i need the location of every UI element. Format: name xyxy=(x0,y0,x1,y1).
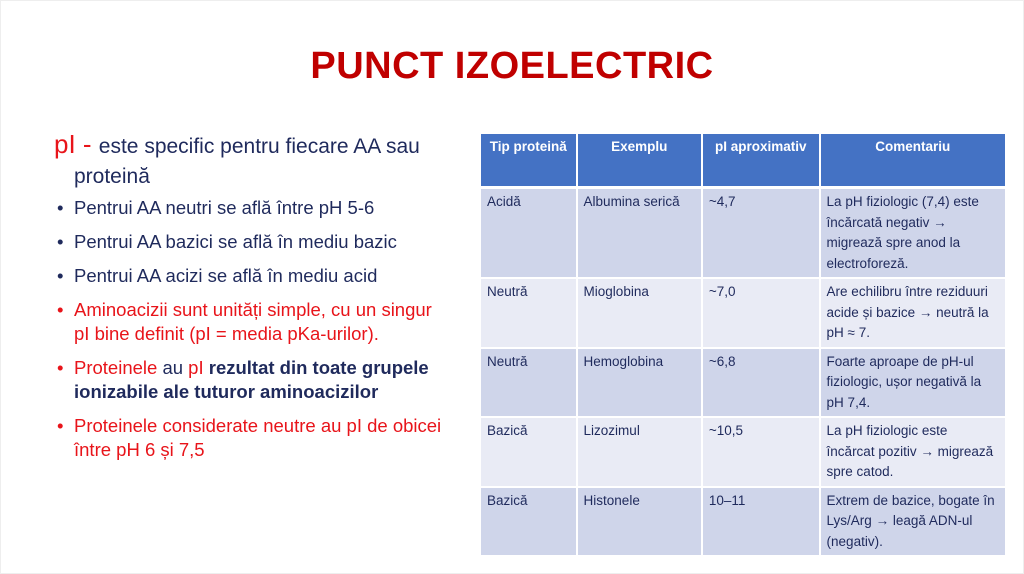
cell-type: Bazică xyxy=(480,487,577,557)
cell-type: Bazică xyxy=(480,417,577,487)
bullet-text-au: au xyxy=(157,357,189,378)
cell-example: Albumina serică xyxy=(577,188,702,279)
cell-example: Histonele xyxy=(577,487,702,557)
cell-pi: ~6,8 xyxy=(702,348,820,418)
cell-example: Hemoglobina xyxy=(577,348,702,418)
cell-comment: Foarte aproape de pH-ul fiziologic, ușor negativă la pH 7,4. xyxy=(820,348,1006,418)
bullet-icon: • xyxy=(57,265,64,286)
slide-title: PUNCT IZOELECTRIC xyxy=(310,45,714,87)
bullet-item xyxy=(54,414,444,462)
table-header-row xyxy=(480,133,1006,188)
cell-comment: La pH fiziologic este încărcat pozitiv → migrează spre catod. xyxy=(820,417,1006,487)
cell-pi: ~10,5 xyxy=(702,417,820,487)
bullet-list xyxy=(54,196,444,462)
lead-paragraph xyxy=(54,129,444,192)
pi-term: pI - xyxy=(54,129,99,159)
bullet-text: Pentrui AA bazici se află în mediu bazic xyxy=(74,231,397,252)
table-row xyxy=(480,278,1006,348)
bullet-icon: • xyxy=(57,415,64,436)
table-row xyxy=(480,417,1006,487)
cell-example: Mioglobina xyxy=(577,278,702,348)
cell-comment: Extrem de bazice, bogate în Lys/Arg → leagă ADN-ul (negativ). xyxy=(820,487,1006,557)
table-row xyxy=(480,348,1006,418)
bullet-icon: • xyxy=(57,299,64,320)
bullet-text: Aminoacizii sunt unități simple, cu un singur pI bine definit (pI = media pKa-urilor). xyxy=(74,299,432,344)
column-header-pi: pI aproximativ xyxy=(702,133,820,188)
column-header-tip: Tip proteină xyxy=(480,133,577,188)
cell-pi: ~4,7 xyxy=(702,188,820,279)
bullet-text: Pentrui AA acizi se află în mediu acid xyxy=(74,265,378,286)
table-row xyxy=(480,487,1006,557)
cell-example: Lizozimul xyxy=(577,417,702,487)
cell-pi: 10–11 xyxy=(702,487,820,557)
column-header-comentariu: Comentariu xyxy=(820,133,1006,188)
cell-type: Neutră xyxy=(480,348,577,418)
lead-text: este specific pentru fiecare AA sau proteină xyxy=(74,135,420,188)
cell-comment: La pH fiziologic (7,4) este încărcată negativ → migrează spre anod la electroforeză. xyxy=(820,188,1006,279)
text-column xyxy=(54,129,444,472)
bullet-item xyxy=(54,230,444,254)
pi-table xyxy=(479,132,1007,557)
bullet-icon: • xyxy=(57,231,64,252)
bullet-icon: • xyxy=(57,197,64,218)
cell-type: Acidă xyxy=(480,188,577,279)
cell-type: Neutră xyxy=(480,278,577,348)
bullet-item xyxy=(54,298,444,346)
bullet-text-proteinele: Proteinele xyxy=(74,357,158,378)
bullet-text-pi: pI xyxy=(188,357,204,378)
bullet-item xyxy=(54,356,444,404)
column-header-exemplu: Exemplu xyxy=(577,133,702,188)
cell-pi: ~7,0 xyxy=(702,278,820,348)
bullet-icon: • xyxy=(57,357,64,378)
bullet-text-bold: rezultat din toate grupele ionizabile ale tuturor aminoacizilor xyxy=(74,357,429,402)
bullet-item xyxy=(54,196,444,220)
table-row xyxy=(480,188,1006,279)
cell-comment: Are echilibru între reziduuri acide și bazice → neutră la pH ≈ 7. xyxy=(820,278,1006,348)
bullet-text: Pentrui AA neutri se află între pH 5-6 xyxy=(74,197,375,218)
bullet-item xyxy=(54,264,444,288)
bullet-text: Proteinele considerate neutre au pI de obicei între pH 6 și 7,5 xyxy=(74,415,442,460)
